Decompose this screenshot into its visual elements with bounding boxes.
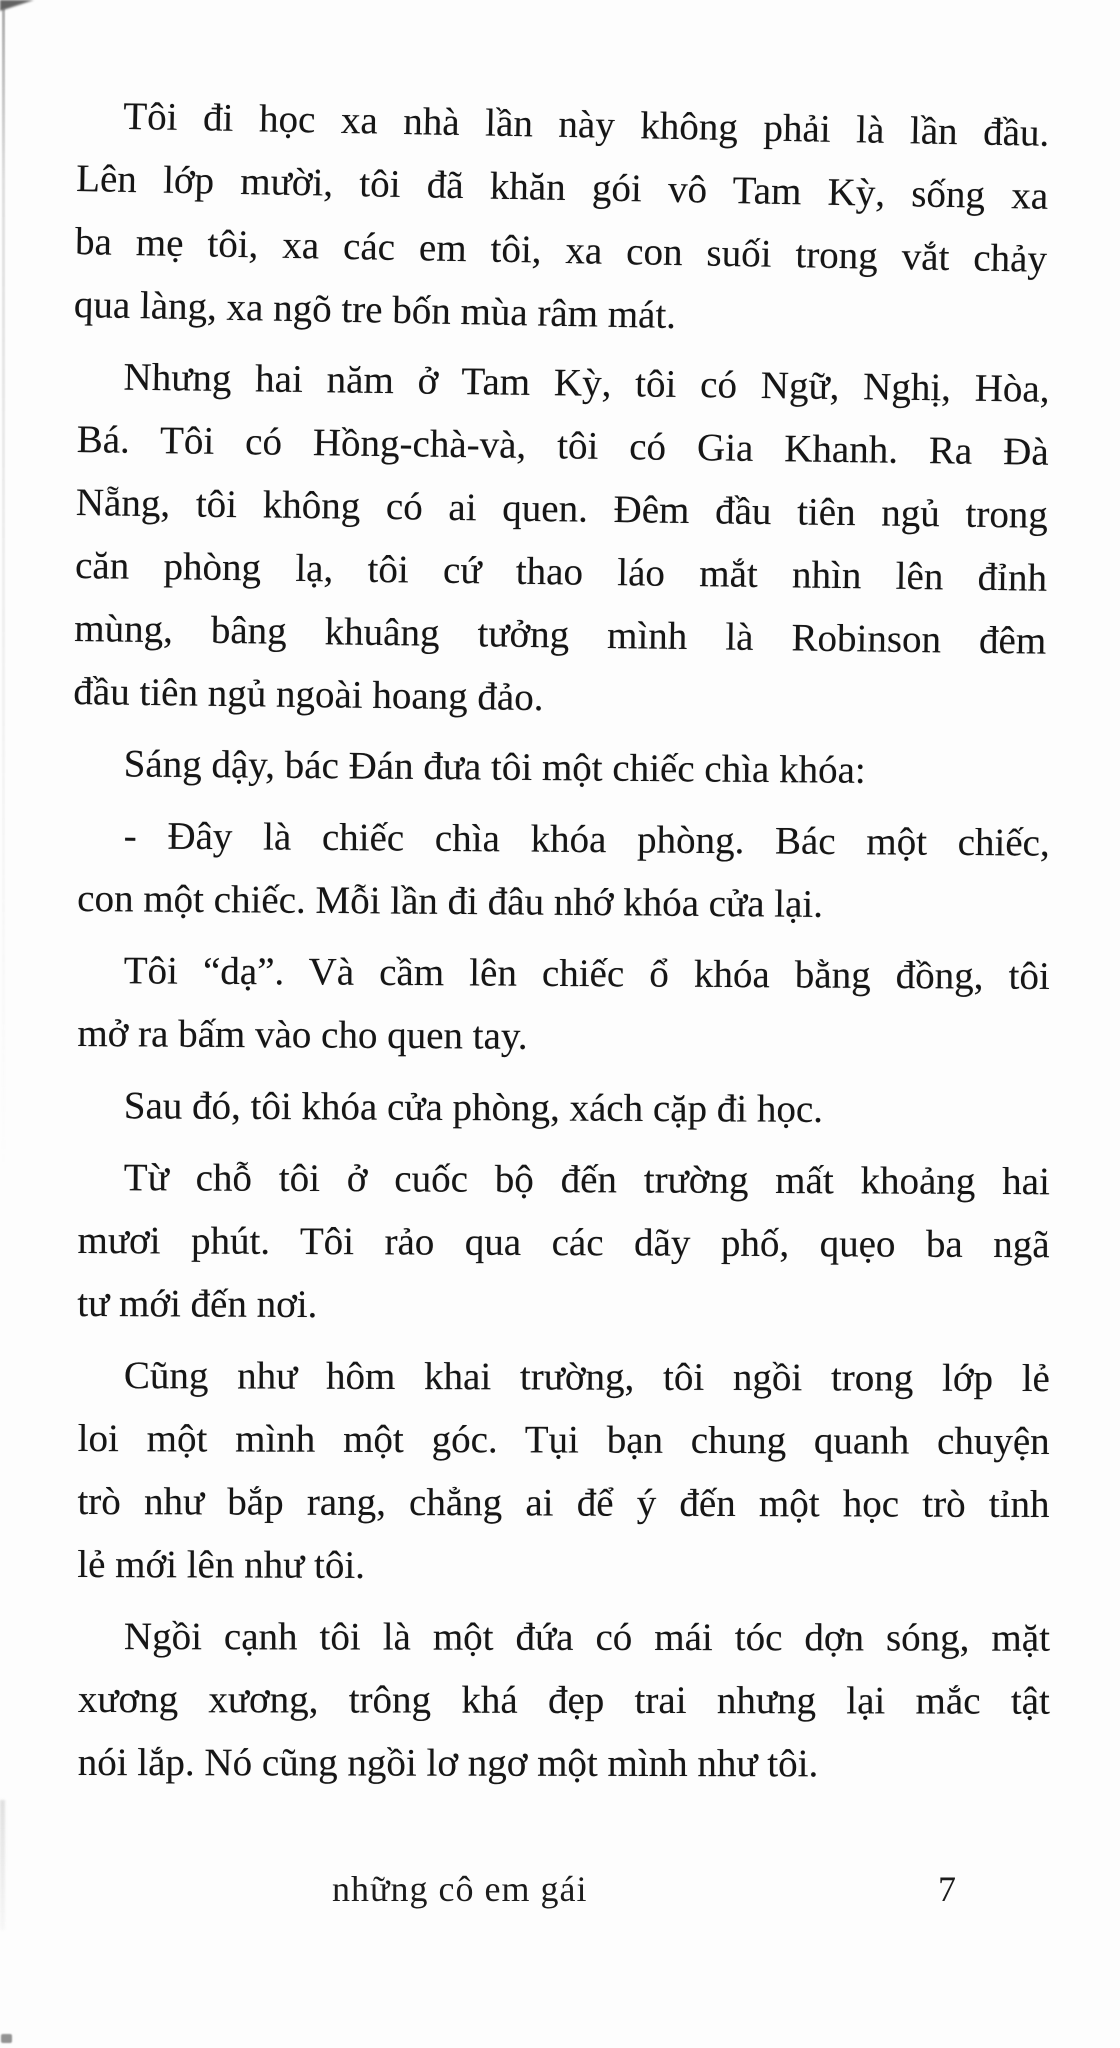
page-body-text — [73, 84, 1050, 1803]
text-line: nói lắp. Nó cũng ngồi lơ ngơ một mình như tôi. — [77, 1740, 819, 1786]
page-number: 7 — [938, 1869, 956, 1909]
text-line: Cũng như hôm khai trường, tôi ngồi trong lớp lẻ — [123, 1354, 1050, 1401]
text-line: đầu tiên ngủ ngoài hoang đảo. — [73, 669, 544, 720]
paragraph — [77, 732, 1050, 803]
text-line: ba mẹ tôi, xa các em tôi, xa con suối trong vắt chảy — [74, 219, 1048, 281]
paragraph — [77, 804, 1050, 938]
text-line: Nẵng, tôi không có ai quen. Đêm đầu tiên ngủ trong — [75, 480, 1049, 537]
text-line: mùng, bâng khuâng tưởng mình là Robinson đêm — [74, 606, 1047, 663]
text-line: con một chiếc. Mỗi lần đi đâu nhớ khóa cửa lại. — [77, 876, 824, 926]
text-line: xương xương, trông khá đẹp trai nhưng lại mắc tật — [77, 1677, 1050, 1723]
paragraph — [77, 939, 1050, 1071]
paragraph — [73, 84, 1049, 354]
text-line: Tôi “dạ”. Và cầm lên chiếc ổ khóa bằng đồng, tôi — [123, 949, 1050, 998]
text-line: qua làng, xa ngõ tre bốn mùa râm mát. — [73, 282, 677, 337]
text-line: mở ra bấm vào cho quen tay. — [77, 1011, 528, 1058]
text-line: Ngồi cạnh tôi là một đứa có mái tóc dợn sóng, mặt — [123, 1615, 1050, 1660]
paragraph — [77, 1146, 1050, 1339]
paragraph — [78, 1605, 1050, 1796]
scan-artifact-left-edge-line — [2, 8, 5, 1168]
text-line: Lên lớp mười, tôi đã khăn gói vô Tam Kỳ, sống xa — [75, 156, 1049, 218]
text-line: Tôi đi học xa nhà lần này không phải là lần đầu. — [123, 94, 1050, 155]
scan-artifact-bottom-corner-speck — [1, 2034, 12, 2043]
text-line: Nhưng hai năm ở Tam Kỳ, tôi có Ngữ, Nghị, Hòa, — [123, 355, 1050, 411]
text-line: mươi phút. Tôi rảo qua các dãy phố, quẹo ba ngã — [77, 1218, 1050, 1267]
text-line: loi một mình một góc. Tụi bạn chung quanh chuyện — [77, 1416, 1050, 1464]
text-line: lẻ mới lên như tôi. — [77, 1542, 366, 1587]
paragraph — [78, 1074, 1050, 1142]
text-line: căn phòng lạ, tôi cứ thao láo mắt nhìn lên đỉnh — [74, 543, 1048, 600]
scan-artifact-corner-wedge — [0, 0, 34, 11]
page-footer — [0, 1868, 1120, 1920]
paragraph — [77, 1344, 1050, 1599]
text-line: Từ chỗ tôi ở cuốc bộ đến trường mất khoảng hai — [123, 1156, 1050, 1204]
text-line: Bá. Tôi có Hồng-chà-và, tôi có Gia Khanh. Ra Đà — [76, 417, 1049, 474]
text-line: Sáng dậy, bác Đán đưa tôi một chiếc chìa khóa: — [123, 742, 866, 792]
running-title: những cô em gái — [332, 1869, 588, 1909]
text-line: Sau đó, tôi khóa cửa phòng, xách cặp đi học. — [123, 1084, 824, 1131]
text-line: - Đây là chiếc chìa khóa phòng. Bác một chiếc, — [123, 814, 1050, 865]
text-line: tư mới đến nơi. — [77, 1281, 318, 1327]
text-line: trò như bắp rang, chẳng ai để ý đến một học trò tỉnh — [77, 1479, 1050, 1527]
paragraph — [73, 345, 1050, 736]
